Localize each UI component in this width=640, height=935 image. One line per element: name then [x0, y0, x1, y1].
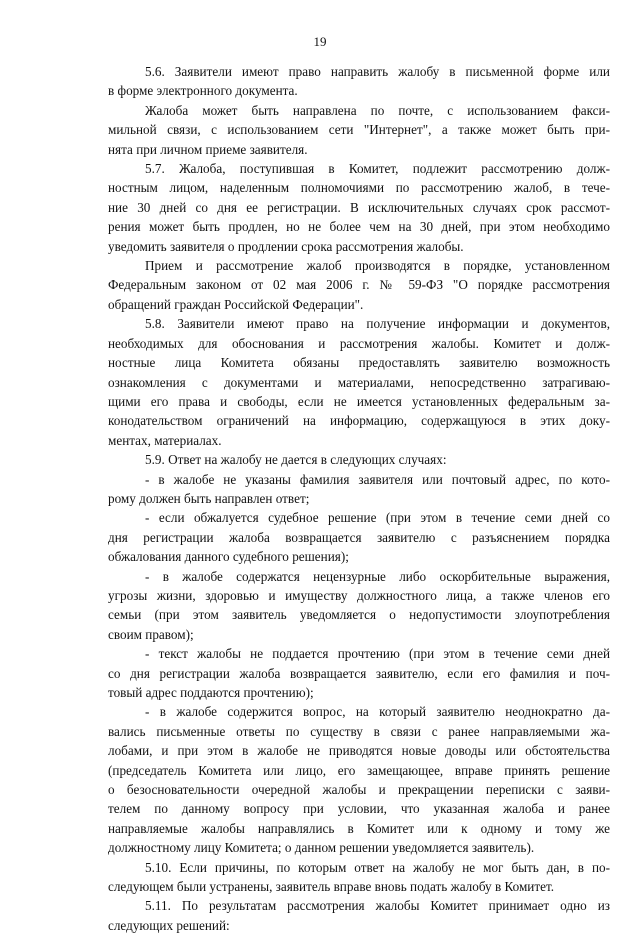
text-line: нята при личном приеме заявителя. [108, 141, 308, 157]
text-line: ментах, материалах. [108, 432, 222, 448]
text-line: щими его права и свободы, если не имеется установленных федеральным за- [108, 393, 610, 409]
text-line: ние 30 дней со дня ее регистрации. В исключительных случаях срок рассмот- [108, 199, 610, 215]
text-line: ностные лица Комитета обязаны предоставлять заявителю возможность [108, 355, 610, 371]
text-line: рому должен быть направлен ответ; [108, 490, 310, 506]
text-line: - в жалобе не указаны фамилия заявителя или почтовый адрес, по кото- [145, 471, 610, 487]
text-line: направляемые жалобы направлялись в Комитет или к одному и тому же [108, 820, 610, 836]
text-line: угрозы жизни, здоровью и имуществу должностного лица, а также членов его [108, 587, 610, 603]
text-line: в форме электронного документа. [108, 83, 298, 99]
text-line: о безосновательности очередной жалобы и прекращении переписки с заяви- [108, 782, 610, 798]
text-line: - текст жалобы не поддается прочтению (при этом в течение семи дней [145, 646, 610, 662]
text-line: ознакомления с документами и материалами, непосредственно затрагиваю- [108, 374, 610, 390]
text-line: необходимых для обоснования и рассмотрения жалобы. Комитет и долж- [108, 335, 610, 351]
text-line: следующем были устранены, заявитель вправе вновь подать жалобу в Комитет. [108, 879, 555, 895]
text-line: вались письменные ответы по существу в связи с ранее направляемыми жа- [108, 723, 610, 739]
text-line: конодательством ограничений на информацию, содержащуюся в этих доку- [108, 413, 610, 429]
page-number: 19 [313, 34, 327, 49]
text-line: 5.6. Заявители имеют право направить жалобу в письменной форме или [145, 64, 610, 79]
text-line: телем по данному вопросу при условии, что указанная жалоба и ранее [108, 801, 610, 817]
text-line: со дня регистрации жалоба возвращается заявителю, если его фамилия и поч- [108, 665, 610, 681]
text-line: своим правом); [108, 626, 194, 642]
text-line: 5.8. Заявители имеют право на получение информации и документов, [145, 316, 610, 332]
text-line: обжалования данного судебного решения); [108, 549, 349, 565]
text-line: дня регистрации жалоба возвращается заявителю с разъяснением порядка [108, 529, 610, 545]
text-line: - в жалобе содержатся нецензурные либо оскорбительные выражения, [145, 568, 610, 584]
text-line: Прием и рассмотрение жалоб производятся в порядке, установленном [145, 258, 610, 274]
text-line: лобами, и при этом в жалобе не приводятся новые доводы или обстоятельства [108, 743, 610, 759]
text-line: обращений граждан Российской Федерации". [108, 296, 364, 312]
text-line: мильной связи, с использованием сети "Интернет", а также может быть при- [108, 122, 610, 138]
text-line: 5.7. Жалоба, поступившая в Комитет, подлежит рассмотрению долж- [145, 161, 610, 177]
text-line: товый адрес поддаются прочтению); [108, 685, 314, 700]
text-line: - если обжалуется судебное решение (при этом в течение семи дней со [145, 510, 610, 526]
document-body [108, 62, 610, 935]
text-line: следующих решений: [108, 917, 230, 933]
text-line: 5.10. Если причины, по которым ответ на жалобу не мог быть дан, в по- [145, 859, 610, 875]
text-line: Жалоба может быть направлена по почте, с использованием факси- [145, 102, 610, 118]
text-line: рения может быть продлен, но не более чем на 30 дней, при этом необходимо [108, 219, 610, 235]
text-line: должностному лицу Комитета; о данном решении уведомляется заявитель). [108, 840, 535, 856]
text-line: (председатель Комитета или лицо, его замещающее, вправе принять решение [108, 762, 610, 778]
text-line: ностным лицом, наделенным полномочиями по рассмотрению жалоб, в тече- [108, 180, 610, 196]
text-line: 5.11. По результатам рассмотрения жалобы Комитет принимает одно из [145, 898, 610, 914]
text-line: 5.9. Ответ на жалобу не дается в следующих случаях: [145, 452, 447, 468]
text-line: Федеральным законом от 02 мая 2006 г. № 59-ФЗ "О порядке рассмотрения [108, 277, 610, 293]
text-line: уведомить заявителя о продлении срока рассмотрения жалобы. [108, 238, 464, 254]
text-line: - в жалобе содержится вопрос, на который заявителю неоднократно да- [145, 704, 610, 720]
text-line: семьи (при этом заявитель уведомляется о недопустимости злоупотребления [108, 607, 610, 623]
